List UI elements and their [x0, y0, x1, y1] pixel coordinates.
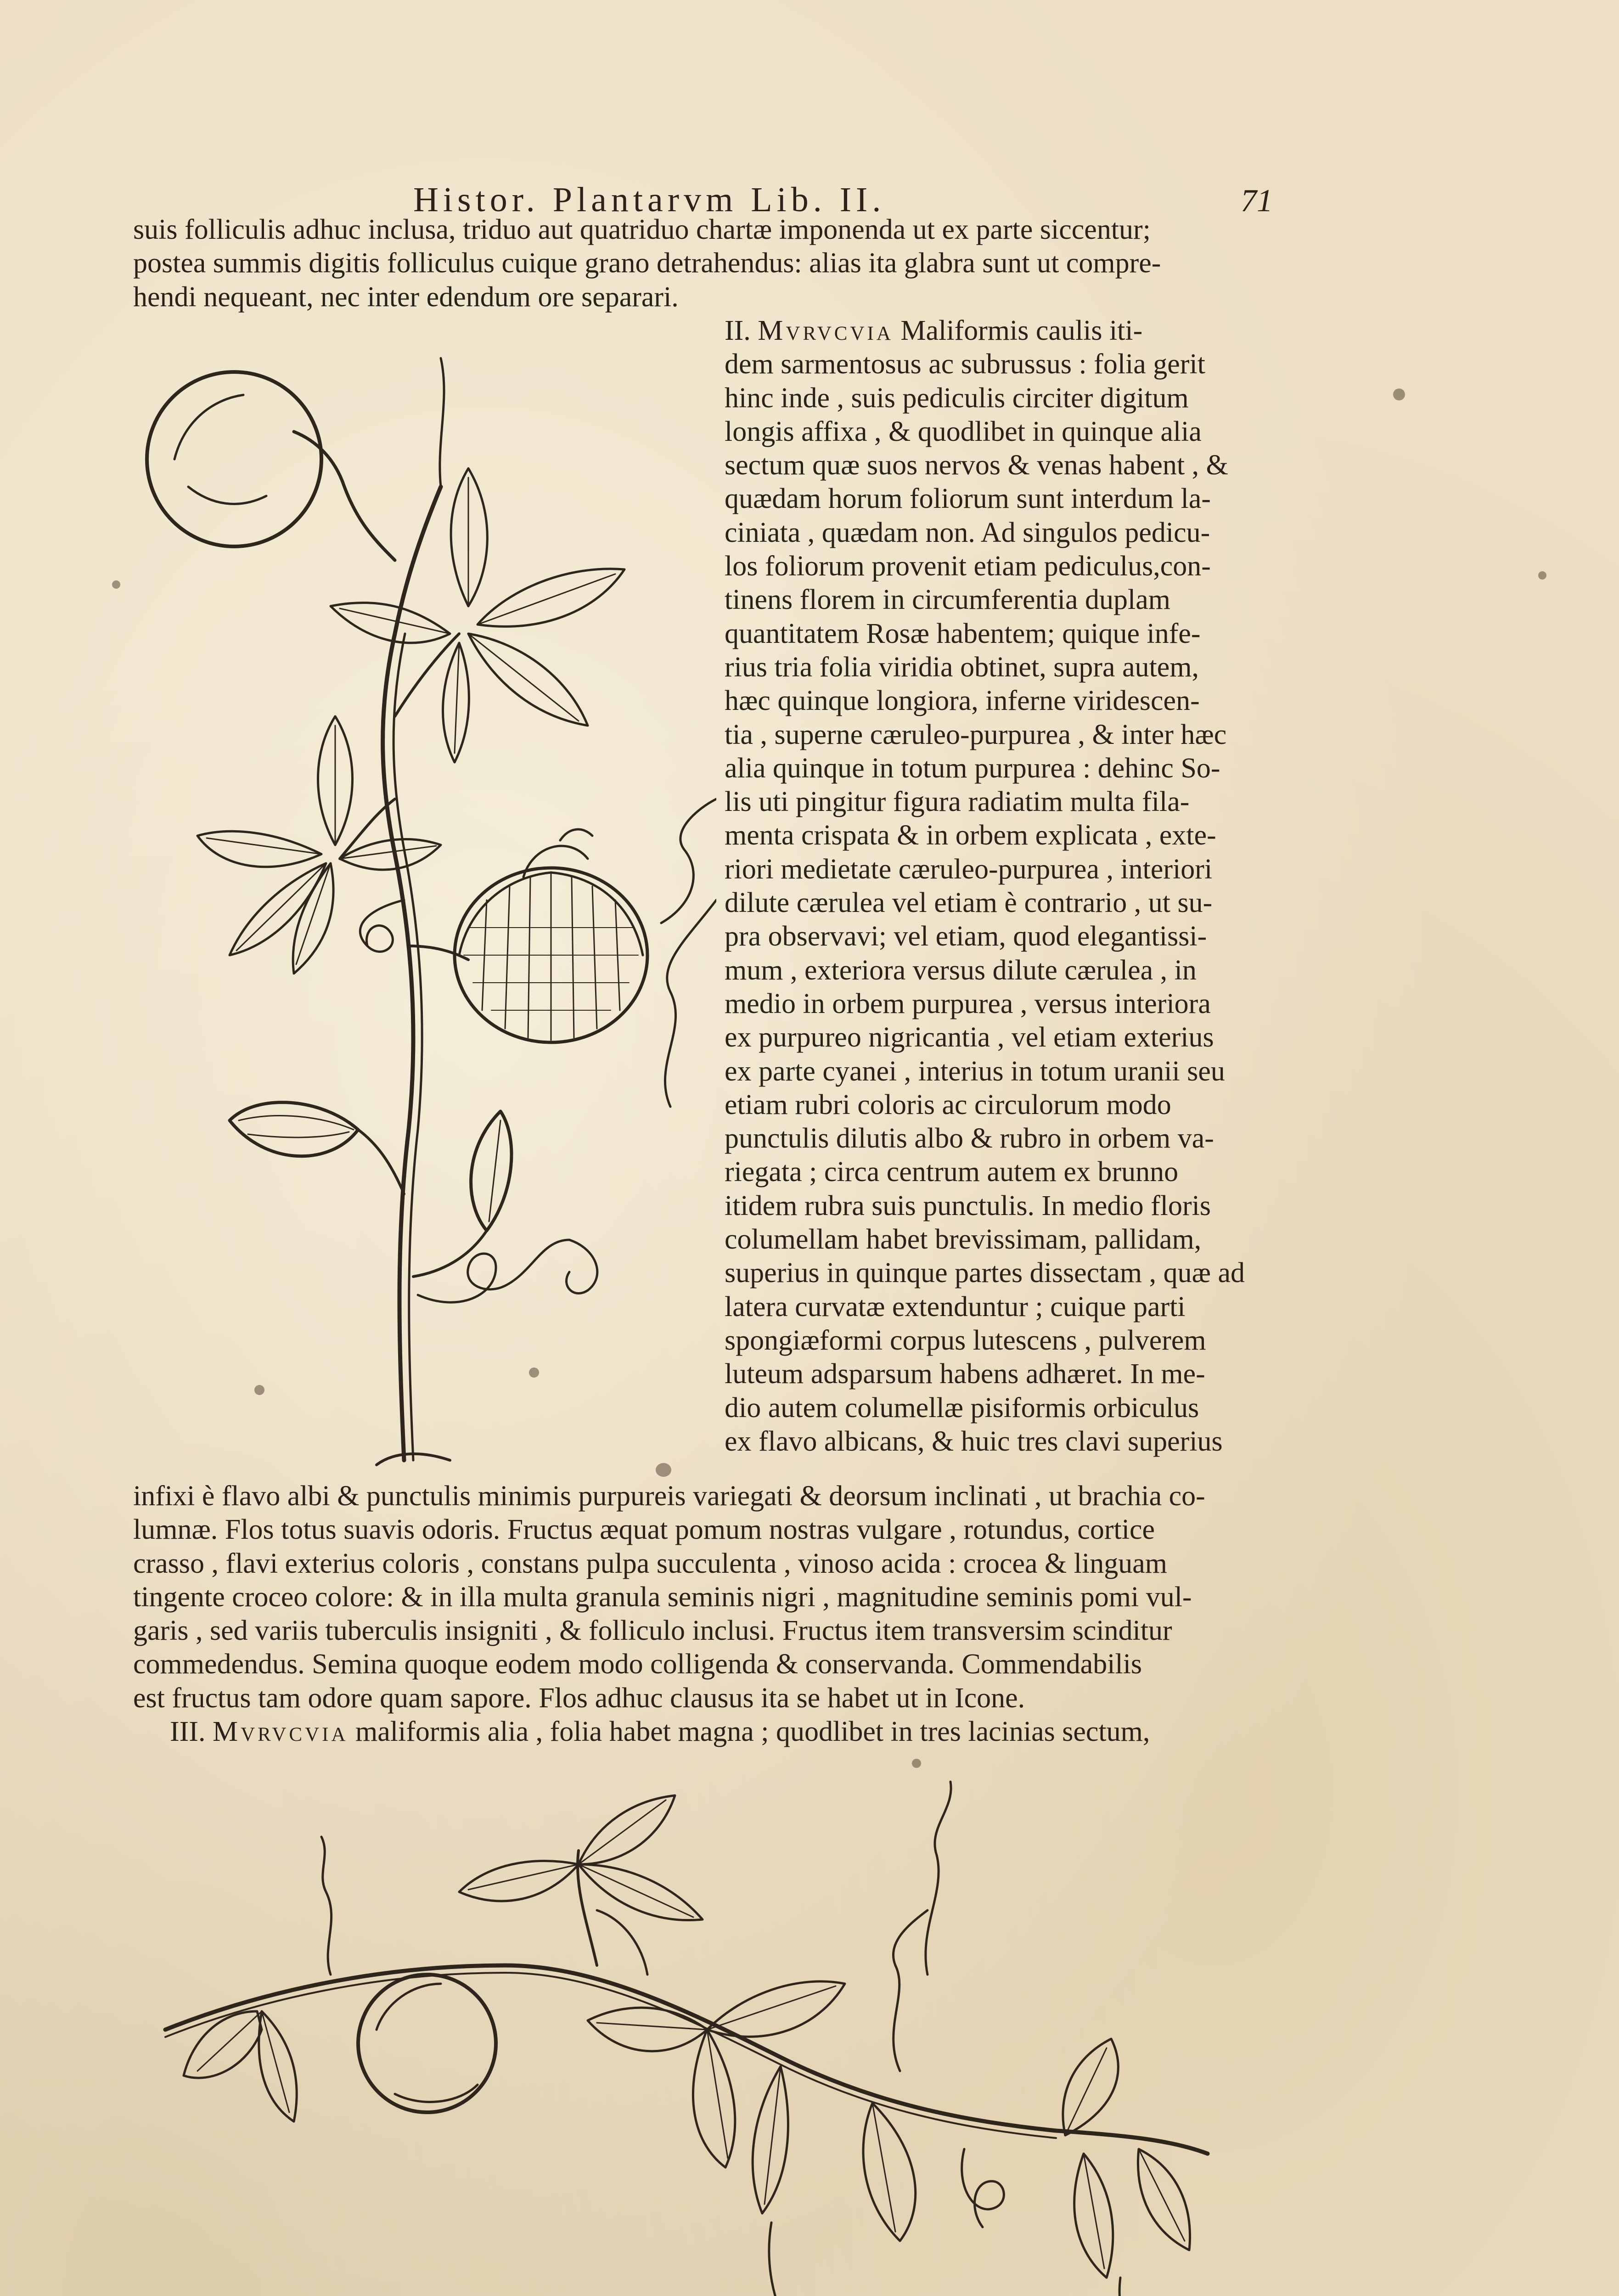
- text-line: ex flavo albicans, & huic tres clavi superius: [725, 1425, 1223, 1457]
- text-line: sectum quæ suos nervos & venas habent , &: [725, 450, 1228, 481]
- text-line: dilute cærulea vel etiam è contrario , ut su-: [725, 887, 1213, 919]
- text-line: latera curvatæ extenduntur ; cuique parti: [725, 1291, 1186, 1322]
- text-line: postea summis digitis folliculus cuique grano detrahendus: alias ita glabra sunt ut compre-: [133, 248, 1161, 279]
- text-line: quantitatem Rosæ habentem; quique infe-: [725, 618, 1201, 649]
- text-line: menta crispata & in orbem explicata , exte-: [725, 820, 1216, 851]
- running-head: Histor. Plantarvm Lib. II.: [413, 180, 886, 219]
- text-line: ex purpureo nigricantia , vel etiam exterius: [725, 1022, 1214, 1053]
- text-line: est fructus tam odore quam sapore. Flos adhuc clausus ita se habet ut in Icone.: [133, 1682, 1025, 1714]
- text-line: pra observavi; vel etiam, quod elegantissi-: [725, 921, 1207, 952]
- text-line: ciniata , quædam non. Ad singulos pedicu-: [725, 517, 1210, 548]
- text-line: medio in orbem purpurea , versus interiora: [725, 988, 1211, 1019]
- text-line: punctulis dilutis albo & rubro in orbem va-: [725, 1123, 1214, 1154]
- foxing-spot: [254, 1385, 264, 1395]
- text-line: los foliorum provenit etiam pediculus,con-: [725, 551, 1211, 582]
- page-number: 71: [1241, 183, 1273, 219]
- foxing-spot: [1538, 571, 1546, 580]
- second-murucuia-woodcut: [138, 1773, 1286, 2296]
- text-line: crasso , flavi exterius coloris , constans pulpa succulenta , vinoso acida : crocea & linguam: [133, 1548, 1167, 1579]
- text-line: alia quinque in totum purpurea : dehinc So-: [725, 752, 1220, 784]
- section-2-plant-name: Mvrvcvia: [758, 315, 894, 346]
- section-2-first-line-rest: Maliformis caulis iti-: [900, 315, 1143, 346]
- text-line: itidem rubra suis punctulis. In medio floris: [725, 1190, 1211, 1221]
- text-line: garis , sed variis tuberculis insigniti , & folliculo inclusi. Fructus item transversim scinditur: [133, 1615, 1172, 1647]
- text-line: columellam habet brevissimam, pallidam,: [725, 1224, 1202, 1255]
- text-line: dem sarmentosus ac subrussus : folia gerit: [725, 349, 1205, 380]
- text-line: ex parte cyanei , interius in totum uranii seu: [725, 1055, 1225, 1087]
- text-line: rius tria folia viridia obtinet, supra autem,: [725, 651, 1199, 683]
- text-line: superius in quinque partes dissectam , quæ ad: [725, 1257, 1245, 1289]
- text-line: longis affixa , & quodlibet in quinque alia: [725, 416, 1202, 447]
- text-line: etiam rubri coloris ac circulorum modo: [725, 1089, 1171, 1120]
- text-line: infixi è flavo albi & punctulis minimis purpureis variegati & deorsum inclinati , ut brachia co-: [133, 1480, 1205, 1512]
- section-3-first-line-rest: maliformis alia , folia habet magna ; quodlibet in tres lacinias sectum,: [355, 1716, 1150, 1748]
- foxing-spot: [529, 1367, 539, 1378]
- foxing-spot: [112, 580, 120, 589]
- foxing-spot: [912, 1759, 921, 1768]
- section-3-heading-line: [133, 1715, 1286, 1749]
- section-3-plant-name: Mvrvcvia: [212, 1716, 349, 1748]
- text-line: tia , superne cæruleo-purpurea , & inter hæc: [725, 719, 1227, 750]
- text-line: riori medietate cæruleo-purpurea , interiori: [725, 853, 1213, 885]
- text-line: spongiæformi corpus lutescens , pulverem: [725, 1324, 1206, 1356]
- section-2-column: [725, 314, 1286, 1458]
- text-line: lumnæ. Flos totus suavis odoris. Fructus æquat pomum nostras vulgare , rotundus, cortice: [133, 1514, 1155, 1546]
- text-line: riegata ; circa centrum autem ex brunno: [725, 1156, 1179, 1188]
- text-line: suis folliculis adhuc inclusa, triduo aut quatriduo chartæ imponenda ut ex parte siccentur;: [133, 214, 1151, 245]
- text-line: dio autem columellæ pisiformis orbiculus: [725, 1392, 1199, 1424]
- section-2-numeral: II.: [725, 315, 751, 346]
- passion-flower-woodcut: [119, 349, 716, 1479]
- text-line: tingente croceo colore: & in illa multa granula seminis nigri , magnitudine seminis pomi vul-: [133, 1581, 1192, 1613]
- section-2-continuation: [133, 1480, 1286, 1749]
- text-line: lis uti pingitur figura radiatim multa fila-: [725, 786, 1190, 818]
- text-line: tinens florem in circumferentia duplam: [725, 584, 1170, 616]
- foxing-spot: [1393, 388, 1405, 400]
- text-line: hinc inde , suis pediculis circiter digitum: [725, 382, 1189, 414]
- text-line: commedendus. Semina quoque eodem modo colligenda & conservanda. Commendabilis: [133, 1649, 1142, 1680]
- text-line: quædam horum foliorum sunt interdum la-: [725, 483, 1211, 515]
- section-2-heading-line: [725, 314, 1286, 348]
- text-line: hendi nequeant, nec inter edendum ore separari.: [133, 281, 679, 313]
- section-3-numeral: III.: [170, 1716, 206, 1748]
- text-line: luteum adsparsum habens adhæret. In me-: [725, 1358, 1205, 1390]
- foxing-spot: [656, 1463, 671, 1477]
- text-line: mum , exteriora versus dilute cærulea , in: [725, 954, 1197, 986]
- text-line: hæc quinque longiora, inferne viridescen-: [725, 685, 1200, 717]
- intro-paragraph: [133, 213, 1286, 314]
